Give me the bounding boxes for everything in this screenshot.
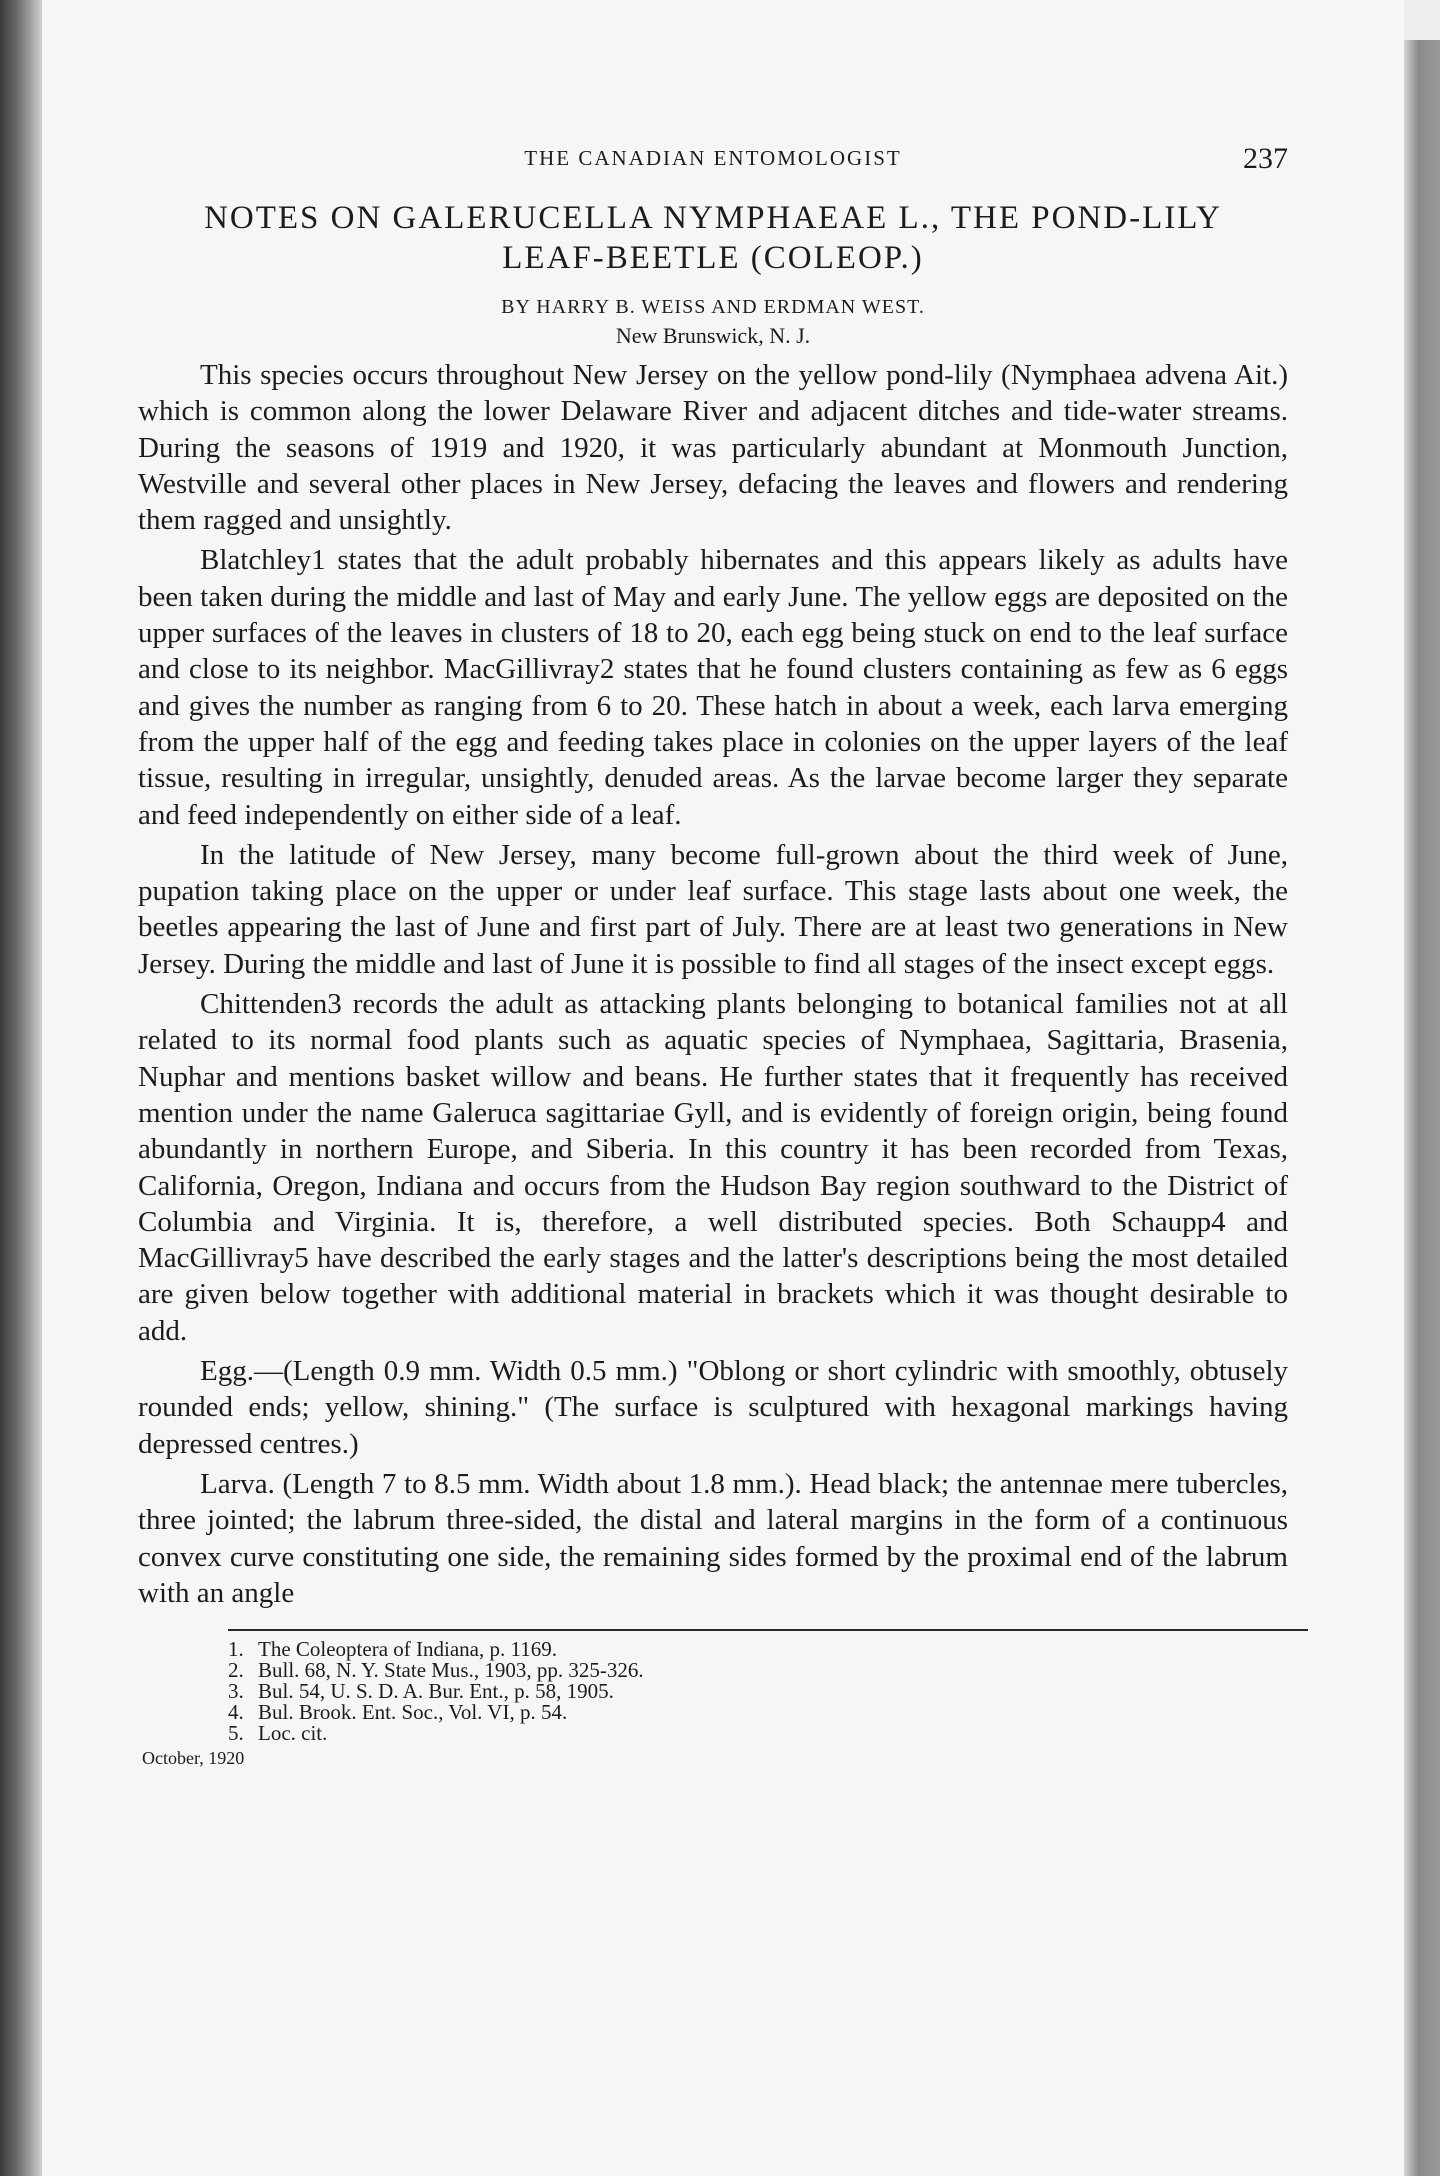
journal-page <box>42 0 1404 2176</box>
article-title: NOTES ON GALERUCELLA NYMPHAEAE L., THE POND-LILY LEAF-BEETLE (COLEOP.) <box>204 200 1222 276</box>
body-paragraph: Egg.—(Length 0.9 mm. Width 0.5 mm.) "Oblong or short cylindric with smoothly, obtusely rounded ends; yellow, shining." (The surface is sculptured with hexagonal markings having depressed centres.) <box>138 1355 1288 1460</box>
scan-page-edge <box>1404 40 1440 2176</box>
footnote-item <box>228 1639 1288 1660</box>
issue-date: October, 1920 <box>142 1748 245 1769</box>
body-paragraph: Blatchley1 states that the adult probably hibernates and this appears likely as adults have been taken during the middle and last of May and early June. The yellow eggs are deposited on the upper surfaces of the leaves in clusters of 18 to 20, each egg being stuck on end to the leaf surface and close to its neighbor. MacGillivray2 states that he found clusters containing as few as 6 eggs and gives the number as ranging from 6 to 20. These hatch in about a week, each larva emerging from the upper half of the egg and feeding takes place in colonies on the upper layers of the leaf tissue, resulting in irregular, unsightly, denuded areas. As the larvae become larger they separate and feed independently on either side of a leaf. <box>138 544 1288 831</box>
footnote-number: 4. <box>228 1700 244 1725</box>
article-affiliation: New Brunswick, N. J. <box>615 323 811 348</box>
footnote-number: 2. <box>228 1658 244 1683</box>
article-body <box>138 357 1288 1611</box>
footnote-text: Loc. cit. <box>258 1721 328 1746</box>
footnote-item <box>228 1702 1288 1723</box>
body-paragraph: In the latitude of New Jersey, many become full-grown about the third week of June, pupation taking place on the upper or under leaf surface. This stage lasts about one week, the beetles appearing the last of June and first part of July. There are at least two generations in New Jersey. During the middle and last of June it is possible to find all stages of the insect except eggs. <box>138 838 1288 980</box>
footnote-text: Bul. 54, U. S. D. A. Bur. Ent., p. 58, 1905. <box>258 1679 614 1704</box>
footnotes-list <box>138 1639 1288 1744</box>
footnote-number: 5. <box>228 1721 244 1746</box>
footnote-text: Bull. 68, N. Y. State Mus., 1903, pp. 325-326. <box>258 1658 644 1683</box>
journal-title: THE CANADIAN ENTOMOLOGIST <box>524 146 902 170</box>
footnote-divider <box>228 1629 1308 1631</box>
footnote-number: 3. <box>228 1679 244 1704</box>
footnote-item <box>228 1660 1288 1681</box>
body-paragraph: Larva. (Length 7 to 8.5 mm. Width about 1.8 mm.). Head black; the antennae mere tubercles, three jointed; the labrum three-sided, the distal and lateral margins in the form of a continuous convex curve constituting one side, the remaining sides formed by the proximal end of the labrum with an angle <box>138 1467 1288 1609</box>
page-content <box>138 140 1288 1769</box>
footnote-item <box>228 1681 1288 1702</box>
running-head <box>138 140 1288 188</box>
footnote-number: 1. <box>228 1637 244 1662</box>
article-byline: BY HARRY B. WEISS AND ERDMAN WEST. <box>501 296 925 318</box>
footnote-item <box>228 1723 1288 1744</box>
body-paragraph: This species occurs throughout New Jersey on the yellow pond-lily (Nymphaea advena Ait.) which is common along the lower Delaware River and adjacent ditches and tide-water streams. During the seasons of 1919 and 1920, it was particularly abundant at Monmouth Junction, Westville and several other places in New Jersey, defacing the leaves and flowers and rendering them ragged and unsightly. <box>138 359 1288 537</box>
scan-binding-edge <box>0 0 42 2176</box>
body-paragraph: Chittenden3 records the adult as attacking plants belonging to botanical families not at all related to its normal food plants such as aquatic species of Nymphaea, Sagittaria, Brasenia, Nuphar and mentions basket willow and beans. He further states that it frequently has received mention under the name Galeruca sagittariae Gyll, and is evidently of foreign origin, being found abundantly in northern Europe, and Siberia. In this country it has been recorded from Texas, California, Oregon, Indiana and occurs from the Hudson Bay region southward to the District of Columbia and Virginia. It is, therefore, a well distributed species. Both Schaupp4 and MacGillivray5 have described the early stages and the latter's descriptions being the most detailed are given below together with additional material in brackets which it was thought desirable to add. <box>138 988 1288 1347</box>
page-number: 237 <box>1243 142 1288 175</box>
footnote-text: The Coleoptera of Indiana, p. 1169. <box>258 1637 557 1662</box>
footnote-text: Bul. Brook. Ent. Soc., Vol. VI, p. 54. <box>258 1700 568 1725</box>
